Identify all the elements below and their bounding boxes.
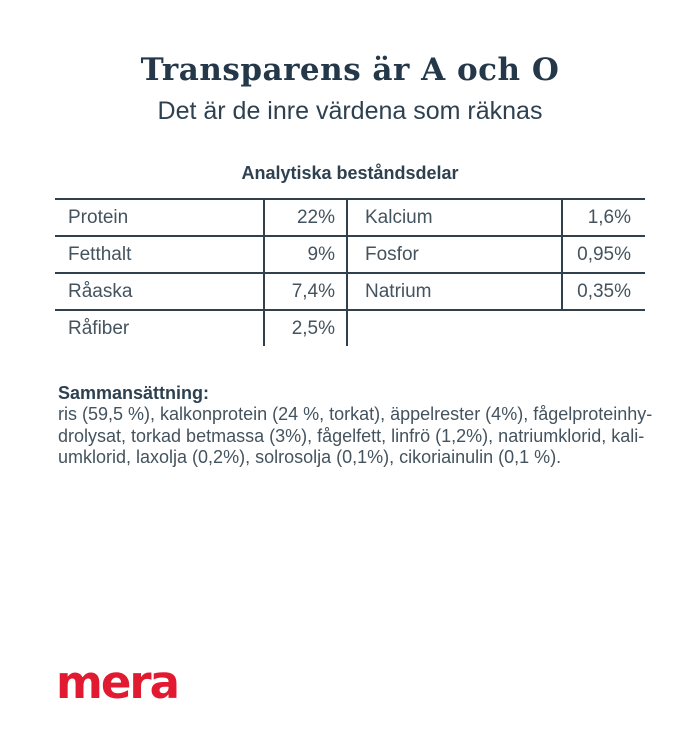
row-value: 0,95% xyxy=(561,237,645,272)
table-row-fosfor xyxy=(348,235,645,272)
row-label: Kalcium xyxy=(365,206,433,228)
page-title: Transparens är A och O xyxy=(140,52,560,88)
composition-heading: Sammansättning: xyxy=(58,383,210,403)
table-row-protein xyxy=(55,198,346,235)
row-label: Fosfor xyxy=(365,243,419,265)
row-value: 9% xyxy=(263,237,346,272)
row-value: 1,6% xyxy=(561,200,645,235)
row-label: Fetthalt xyxy=(68,243,132,265)
table-row-rafiber xyxy=(55,309,346,346)
row-label: Protein xyxy=(68,206,129,228)
page-subtitle: Det är de inre värdena som räknas xyxy=(157,97,543,125)
mera-brand-logo: mera xyxy=(56,656,178,709)
composition-text-line: ris (59,5 %), kalkonprotein (24 %, torkat), äppelrester (4%), fågelproteinhy- xyxy=(58,404,653,424)
row-label: Råaska xyxy=(68,280,133,302)
row-value: 22% xyxy=(263,200,346,235)
composition-section xyxy=(58,382,658,469)
analysis-table-heading: Analytiska beståndsdelar xyxy=(241,163,459,183)
composition-text-line: umklorid, laxolja (0,2%), solrosolja (0,1%), cikoriainulin (0,1 %). xyxy=(58,447,562,467)
analysis-table-left-column xyxy=(55,198,348,346)
analysis-table xyxy=(55,198,645,346)
table-row-raaska xyxy=(55,272,346,309)
analysis-table-right-column xyxy=(348,198,645,311)
row-value: 7,4% xyxy=(263,274,346,309)
row-label: Natrium xyxy=(365,280,432,302)
table-row-fetthalt xyxy=(55,235,346,272)
table-row-natrium xyxy=(348,272,645,309)
table-row-kalcium xyxy=(348,198,645,235)
composition-text-line: drolysat, torkad betmassa (3%), fågelfett, linfrö (1,2%), natriumklorid, kali- xyxy=(58,425,645,446)
row-value: 0,35% xyxy=(561,274,645,309)
row-value: 2,5% xyxy=(263,311,346,346)
row-label: Råfiber xyxy=(68,317,130,339)
